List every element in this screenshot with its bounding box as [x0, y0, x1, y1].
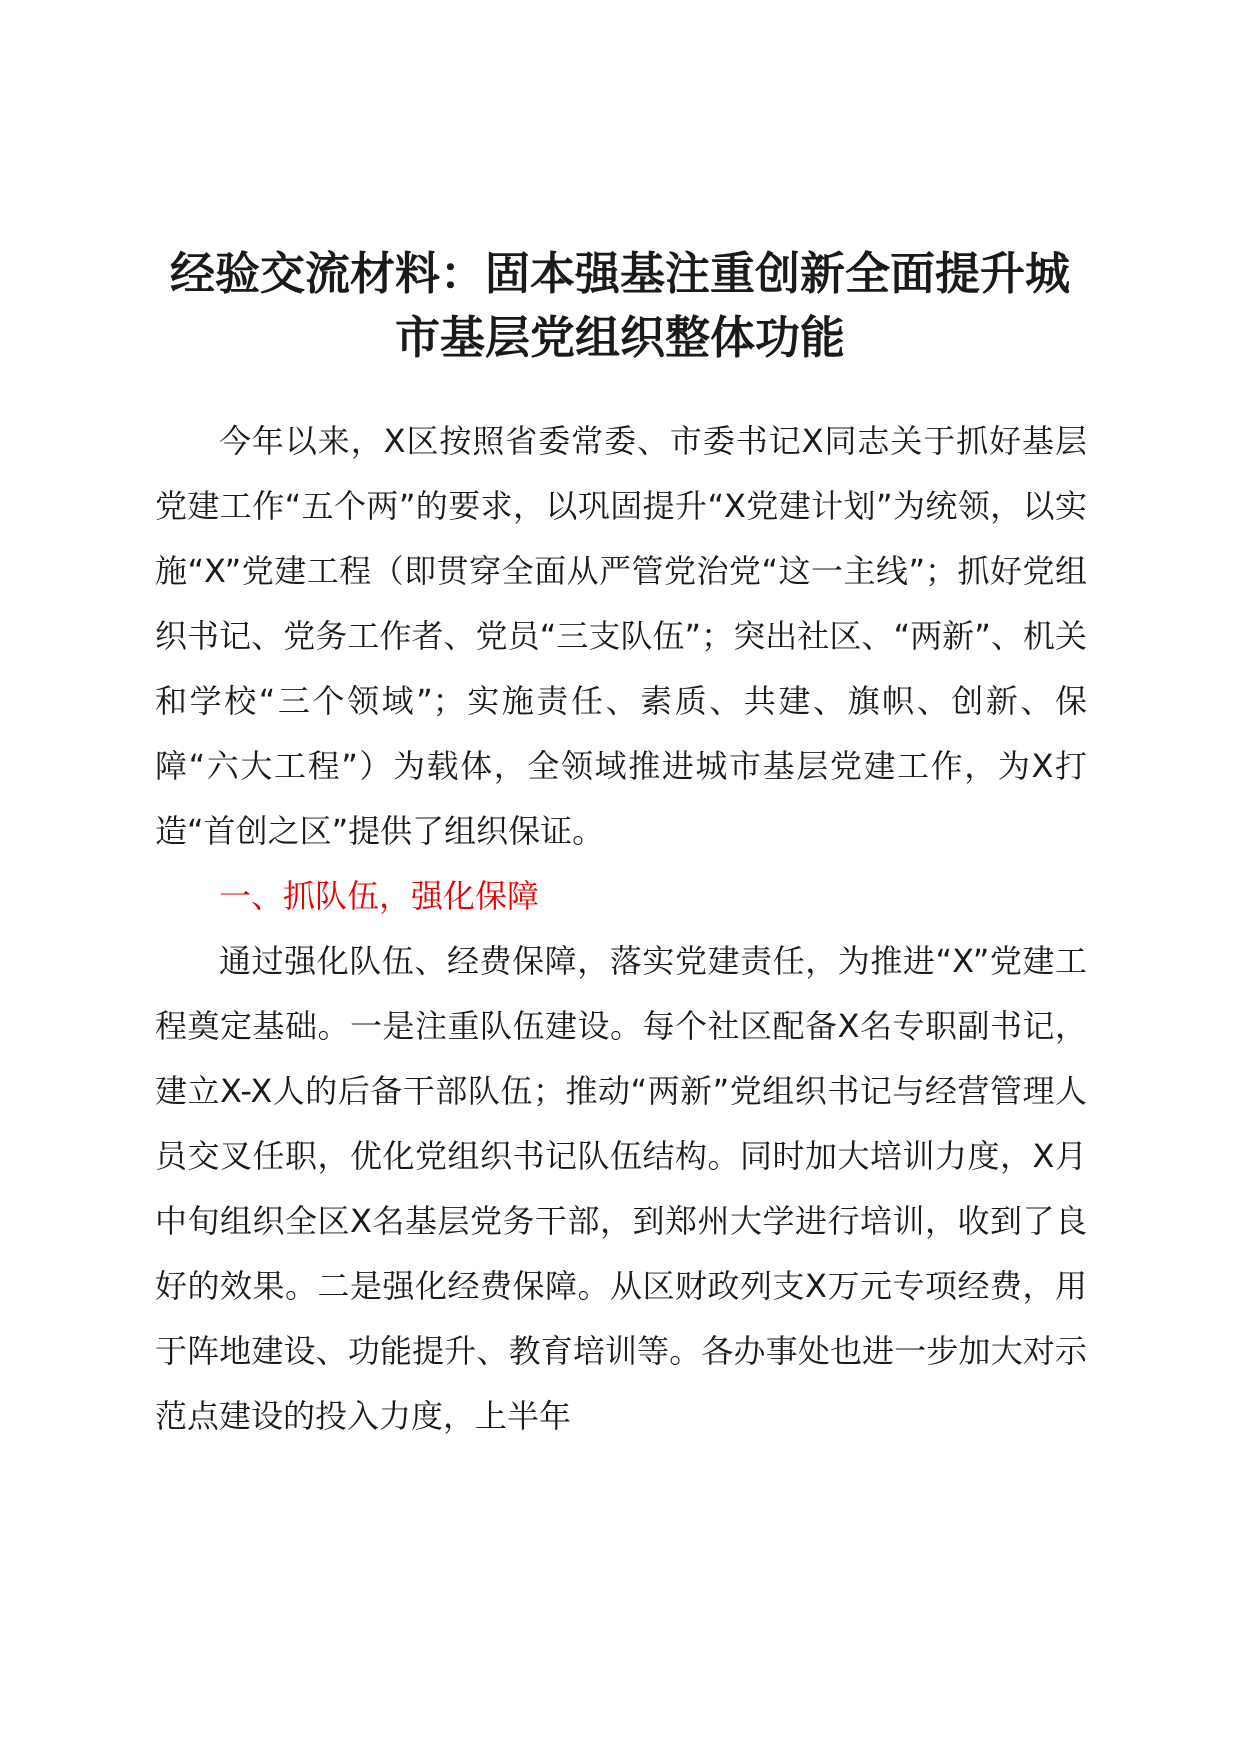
document-title: 经验交流材料：固本强基注重创新全面提升城市基层党组织整体功能 [169, 247, 1070, 364]
section-paragraph: 通过强化队伍、经费保障，落实党建责任，为推进“X”党建工程奠定基础。一是注重队伍建设。每个社区配备X名专职副书记，建立X-X人的后备干部队伍；推动“两新”党组织书记与经营管理人员交叉任职，优化党组织书记队伍结构。同时加大培训力度，X月中旬组织全区X名基层党务干部，到郑州大学进行培训，收到了良好的效果。二是强化经费保障。从区财政列支X万元专项经费，用于阵地建设、功能提升、教育培训等。各办事处也进一步加大对示范点建设的投入力度，上半年 [155, 942, 1087, 1435]
section-heading: 一、抓队伍，强化保障 [219, 877, 540, 915]
document-body [155, 409, 1087, 1449]
intro-paragraph: 今年以来，X区按照省委常委、市委书记X同志关于抓好基层党建工作“五个两”的要求，以巩固提升“X党建计划”为统领，以实施“X”党建工程（即贯穿全面从严管党治党“这一主线”；抓好党组织书记、党务工作者、党员“三支队伍”；突出社区、“两新”、机关和学校“三个领域”；实施责任、素质、共建、旗帜、创新、保障“六大工程”）为载体，全领域推进城市基层党建工作，为X打造“首创之区”提供了组织保证。 [155, 422, 1087, 850]
